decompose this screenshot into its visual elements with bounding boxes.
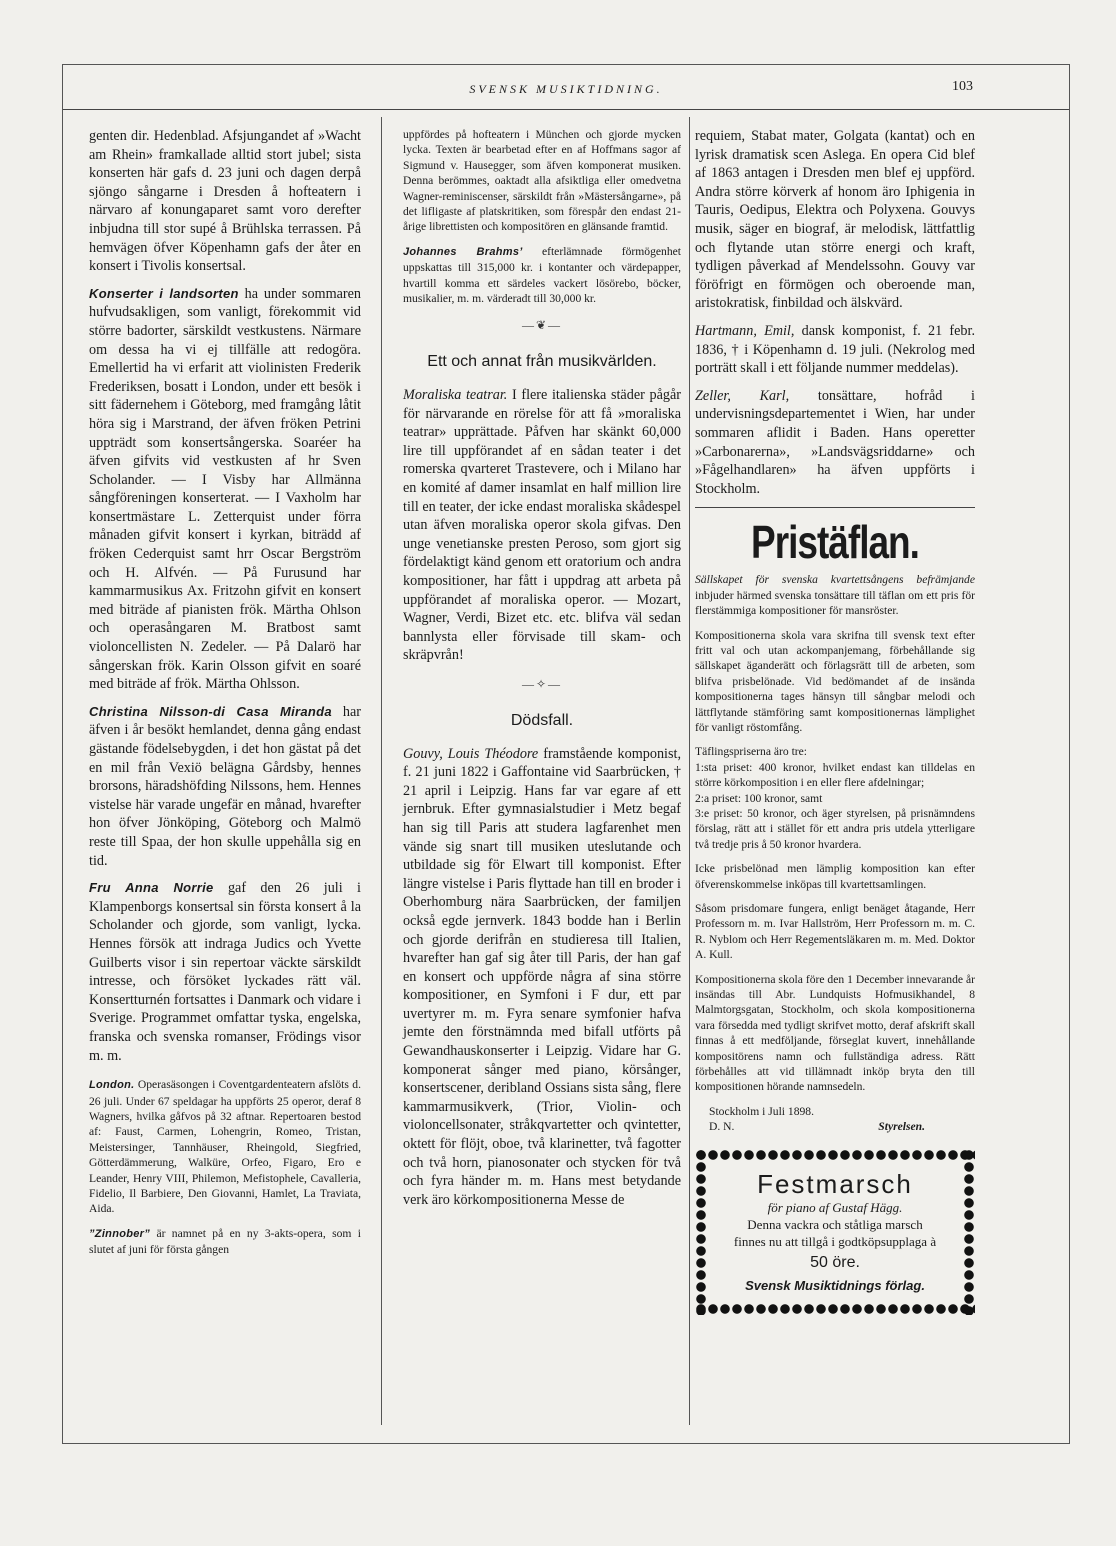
ad-line-1: Denna vackra och ståtliga marsch xyxy=(747,1217,923,1233)
ornament-divider: —❦— xyxy=(521,318,563,333)
ad-border-left xyxy=(695,1149,707,1316)
ad-border-bottom xyxy=(695,1303,975,1315)
note-zinnober-continued: uppfördes på hofteatern i München och gjorde mycken lycka. Texten är bearbetad efter en af Hoffmans sagor af Sigmund v. Hausegger, som äfven komponerat musiken. Denna berömmes, oaktadt alla afsiktliga eller omedvetna Wagner-reminiscenser, särskildt från »Mästersångarne», på det lifligaste af platskritiken, som förespår den endast 21-årige librettisten och kompositören en glänsande framtid. xyxy=(403,128,681,234)
signature-board: Styrelsen. xyxy=(878,1120,925,1134)
column-2 xyxy=(403,127,681,1218)
section-heading-deaths: Dödsfall. xyxy=(510,711,574,729)
heading-brahms: Johannes Brahms’ xyxy=(403,245,523,258)
note-zinnober: ”Zinnober” är namnet på en ny 3-akts-opera, som i slutet af juni för första gången xyxy=(89,1226,361,1257)
ad-subtitle: för piano af Gustaf Hägg. xyxy=(767,1200,903,1216)
heading-provincial-concerts: Konserter i landsorten xyxy=(89,285,239,301)
obituary-gouvy-continued: requiem, Stabat mater, Golgata (kantat) och en lyrisk dramatisk scen Aslega. En opera Cid blef af 1863 antagen i Dresden men blef ej uppförd. Andra större körverk af honom äro Iphigenia in Tauris, Oedipus, Elektra och Polyxena. Gouvys musik, säger en biograf, är melodisk, lättfattlig och flytande utan större energi och kraft, tydligen påverkad af Mendelssohn. Gouvy var föröfrigt en förmögen och oberoende man, aristokratisk, finbildad och älskvärd. xyxy=(695,128,975,312)
competition-rules: Kompositionerna skola vara skrifna till svensk text efter fritt val och utan ackompanjemang, förbehållande sig sällskapet äganderätt och förlagsrätt till de arbeten, som blifva prisbelönade. Vid bedömandet af de insända kompositionerna tages hänsyn till sångbar melodi och lättflytande stämföring samt kompositionernas lämplighet för vanligt röstomfång. xyxy=(695,628,975,734)
ad-publisher: Svensk Musiktidnings förlag. xyxy=(745,1277,925,1293)
heading-london: London. xyxy=(89,1079,135,1092)
obituary-zeller: Zeller, Karl, tonsättare, hofråd i undervisningsdepartementet i Wien, har under sommaren aflidit i Baden. Hans operetter »Carbonarerna», »Landsvägsriddarne» och »Fågelhandlaren» ha äfven uppförts i Stockholm. xyxy=(695,387,976,497)
newspaper-page xyxy=(62,64,1070,1444)
competition-society: Sällskapet för svenska kvartettsångens befrämjande xyxy=(695,573,975,587)
heading-christina-nilsson: Christina Nilsson-di Casa Miranda xyxy=(89,703,332,719)
festmarsch-advertisement xyxy=(695,1149,975,1316)
obituary-gouvy: Gouvy, Louis Théodore framstående komponist, f. 21 juni 1822 i Gaffontaine vid Saarbrücken, † 21 april i Leipzig. Hans far var egare af ett jernbruk. Efter gymnasialstudier i Metz begaf han sig till Paris att studera lagfarenhet men vände sig snart till musiken uteslutande och utbildade sig för Elwart till komponist. Efter längre vistelse i Paris flyttade han till en broder i Oberhomburg nära Saarbrücken, der familjen också egde jernverk. 1843 bodde han i Berlin och gjorde derifrån en studieresa till Italien, hvarefter han gaf sig åter till Paris, der han gaf en konsert och uppförde några af sina större kompositioner, en Symfoni i F dur, ett par uvertyrer m. m. Fyra senare symfonier hafva jemte den förstnämnda med bifall utförts på Gewandhauskonserter i Leipzig. Vidare har G. komponerat sånger med piano, körsånger, konsertscener, deribland Ossians sista sång, flere kammarmusikverk, (Trior, Violin- och violoncellsonater, stråkqvartetter och qvintetter, oktett för flöjt, oboe, två klarinetter, två fagotter och två horn, pianosonater och stycken för två och fyra händer m. m. Hans mest betydande verk äro körkompositionerna Messe de xyxy=(403,745,682,1208)
divider-rule xyxy=(695,507,975,508)
section-heading-music-world: Ett och annat från musikvärlden. xyxy=(427,353,657,371)
ornament-divider-2: —✧— xyxy=(521,676,563,691)
ad-line-2: finnes nu att tillgå i godtköpsupplaga à xyxy=(733,1234,937,1250)
heading-anna-norrie: Fru Anna Norrie xyxy=(89,880,214,896)
column-3 xyxy=(695,127,975,1315)
competition-date: Stockholm i Juli 1898. xyxy=(709,1104,814,1118)
heading-gouvy: Gouvy, Louis Théodore xyxy=(403,745,539,762)
page-header xyxy=(63,65,1069,110)
masthead-title: SVENSK MUSIKTIDNING. xyxy=(469,82,663,96)
heading-moral-theatres: Moraliska teatrar. xyxy=(403,387,508,404)
competition-prize-3: 3:e priset: 50 kronor, och äger styrelsen, på prisnämndens förslag, rätt att i stället för ett andra pris utdela ytterligare två tredje pris å 50 kronor hvardera. xyxy=(695,806,975,851)
column-rule-2 xyxy=(689,117,690,1425)
competition-submission: Kompositionerna skola före den 1 December innevarande år insändas till Abr. Lundquists Hofmusikhandel, 8 Malmtorgsgatan, Stockholm, och skola kompositionerna vara försedda med tydligt skrifvet motto, deraf afskrift skall finnas å ett medföljande, förseglat kuvert, innehållande kompositörens namn och fullständiga adress. Rätt förbehålles att vid tillämnadt inköp bryta den till kompositionen hörande namnsedeln. xyxy=(695,972,975,1094)
article-christina-nilsson: Christina Nilsson-di Casa Miranda har äfven i år besökt hemlandet, denna gång endast gästande födelsebygden, i det hon gästat på det en mil från Vexiö belägna Gårdsby, hennes brorsons, häradshöfding Nilssons, hem. Hennes vistelse här varade ungefär en månad, hvarefter hon öfver Jönköping, Göteborg och Malmö reste till Spaa, der hon skulle uppehålla sig en tid. xyxy=(89,703,361,869)
heading-zinnober: ”Zinnober” xyxy=(89,1227,151,1240)
competition-prize-2: 2:a priset: 100 kronor, samt xyxy=(695,791,823,805)
column-rule-1 xyxy=(381,117,382,1425)
competition-prizes-intro: Täflingspriserna äro tre: xyxy=(695,745,808,759)
heading-zeller: Zeller, Karl, xyxy=(695,387,790,404)
ad-border-top xyxy=(695,1149,975,1161)
article-anna-norrie: Fru Anna Norrie gaf den 26 juli i Klampenborgs konsertsal sin första konsert å la Scholander och gjorde, som vanligt, lycka. Hennes försök att indraga Judics och Yvette Guilberts visor i sin repertoar väckte särskildt intresse, och försöket lyckades rätt väl. Konsertturnén fortsattes i Danmark och vidare i Sverige. Programmet omfattar tyska, engelska, franska och svenska romanser, Frödings visor m. m. xyxy=(89,880,361,1064)
obituary-hartmann: Hartmann, Emil, dansk komponist, f. 21 febr. 1836, † i Köpenhamn d. 19 juli. (Nekrolog med porträtt skall i ett följande nummer meddelas). xyxy=(695,322,976,377)
heading-hartmann: Hartmann, Emil, xyxy=(695,322,795,339)
signature-initials: D. N. xyxy=(709,1120,735,1134)
competition-signature xyxy=(695,1119,975,1134)
competition-prize-1: 1:sta priset: 400 kronor, hvilket endast kan tilldelas en större körkomposition i en eller flere afdelningar; xyxy=(695,760,975,790)
competition-title: Pristäflan. xyxy=(751,517,919,569)
column-1 xyxy=(89,127,361,1267)
article-moral-theatres: Moraliska teatrar. I flere italienska städer pågår för närvarande en rörelse för att få »moraliska teatrar» upprättade. Påfven har skänkt 60,000 lire till uppförandet af en sådan teater i det romerska qvarteret Trastevere, och i Milano har en komité af damer insamlat en half million lire till en teater, der icke endast moraliska skådespel utan äfven moraliska operor skola gifvas. Den unge venetianske presten Peroso, som gjort sig fördelaktigt känd genom ett oratorium och andra kompositioner, har fått i uppdrag att arbeta på uppförandet af moraliska operor. — Mozart, Wagner, Verdi, Bizet etc. etc. blifva väl sedan bannlysta eller förvisade till skam- och skräpvrån! xyxy=(403,387,681,664)
ad-border-right xyxy=(963,1149,975,1316)
page-number: 103 xyxy=(952,79,973,94)
article-provincial-concerts: Konserter i landsorten ha under sommaren hufvudsakligen, som vanligt, förekommit vid större badorter, särskildt vestkustens. Närmare om dessa ha vi ej tillfälle att redogöra. Emellertid ha vi erfarit att violinisten Frederik Frederiksen, bosatt i London, under ett besök i sitt fädernehem i Göteborg, med framgång låtit höra sig i Marstrand, der äfven fröken Petrini uppträdt som konsertsångerska. Soaréer ha äfven gifvits vid vestkusten af hr Sven Scholander. — I Visby har Allmänna sångföreningen konserterat. — I Vaxholm har konsertmästare L. Zetterquist under förra månaden gifvit konsert i kyrkan, biträdd af fröken Cederquist samt hrr Oscar Bergström och H. Alfvén. — På Furusund har kammarmusikus Ax. Fritzohn gifvit en konsert med biträde af pianisten frök. Märtha Ohlson och operasångaren M. Bratbost samt violoncellisten N. Zedeler. — På Dalarö har sångerskan frök. Karin Olsson gifvit en soaré med biträde af frök. Märtha Ohlsson. xyxy=(89,285,362,693)
competition-purchase: Icke prisbelönad men lämplig komposition kan efter öfverenskommelse inköpas till kvartettsamlingen. xyxy=(695,862,975,891)
competition-notice: Sällskapet för svenska kvartettsångens befrämjande inbjuder härmed svenska tonsättare till täflan om ett pris för flerstämmiga kompositioner för mansröster. Kompositionerna skola vara skrifna till svensk text efter fritt val och utan ackompanjemang, förbehållande sig sällskapet äganderätt och förlagsrätt till de arbeten, som blifva prisbelönade. Vid bedömandet af de insända kompositionerna tages hänsyn till sångbar melodi och lättflytande stämföring samt kompositionernas lämplighet för vanligt röstomfång. Täflingspriserna äro tre: 1:sta priset: 400 kronor, hvilket endast kan tilldelas en större körkomposition i en eller flere afdelningar; 2:a priset: 100 kronor, samt 3:e priset: 50 kronor, och äger styrelsen, på prisnämndens förslag, rätt att i stället för ett andra pris utdela ytterligare två tredje pris å 50 kronor hvardera. Icke prisbelönad men lämplig komposition kan efter öfverenskommelse inköpas till kvartettsamlingen. Såsom prisdomare fungera, enligt benäget åtagande, Herr Professorn m. m. Ivar Hallström, Herr Professorn m. m. C. R. Nyblom och Herr Regementsläkaren m. m. Med. Doktor A. Kull. Kompositionerna skola före den 1 December innevarande år insändas till Abr. Lundquists Hofmusikhandel, 8 Malmtorgsgatan, Stockholm, och skola kompositionerna vara försedda med tydligt skrifvet motto, deraf afskrift skall finnas å ett medföljande, förseglat kuvert, innehållande kompositörens namn och fullständiga adress. Rätt förbehålles att vid tillämnadt inköp bryta den till kompositionen hörande namnsedeln. Stockholm i Juli 1898. D. N. Styrelsen. xyxy=(695,573,975,1134)
note-london-opera: London. Operasäsongen i Coventgardenteatern afslöts d. 26 juli. Under 67 speldagar ha uppförts 25 operor, deraf 8 Wagners, hvilka gåfvos på 32 aftnar. Repertoaren bestod af: Faust, Carmen, Lohengrin, Romeo, Tristan, Meistersinger, Tannhäuser, Rheingold, Siegfried, Götterdämmerung, Walküre, Orfeo, Figaro, Ero e Leander, Henry VIII, Philemon, Mefistophele, Cavalleria, Fidelio, Il Barbiere, Den Giovanni, Hamlet, La Traviata, Aida. xyxy=(89,1078,361,1216)
note-brahms-estate: Johannes Brahms’ efterlämnade förmögenhet uppskattas till 315,000 kr. i kontanter och värdepapper, hvartill komma ett särdeles vackert lösörebo, böcker, musikalier, m. m. värderadt till 30,000 kr. xyxy=(403,244,681,306)
article-choir-tour: genten dir. Hedenblad. Afsjungandet af »Wacht am Rhein» framkallade alltid stort jubel; sista konserten här gafs d. 23 juni och dagen derpå sjöngo sångarne i Dresden å hofteatern i närvaro af konungaparet samt voro derefter inbjudna till stor supé å Brühlska terrassen. På hemvägen öfver Köpenhamn gafs der åter en konsert i Tivolis konsertsal. xyxy=(89,128,361,275)
ad-title: Festmarsch xyxy=(757,1168,913,1199)
ad-price: 50 öre. xyxy=(810,1254,860,1272)
competition-judges: Såsom prisdomare fungera, enligt benäget åtagande, Herr Professorn m. m. Ivar Hallström, Herr Professorn m. m. C. R. Nyblom och Herr Regementsläkaren m. m. Med. Doktor A. Kull. xyxy=(695,902,975,962)
